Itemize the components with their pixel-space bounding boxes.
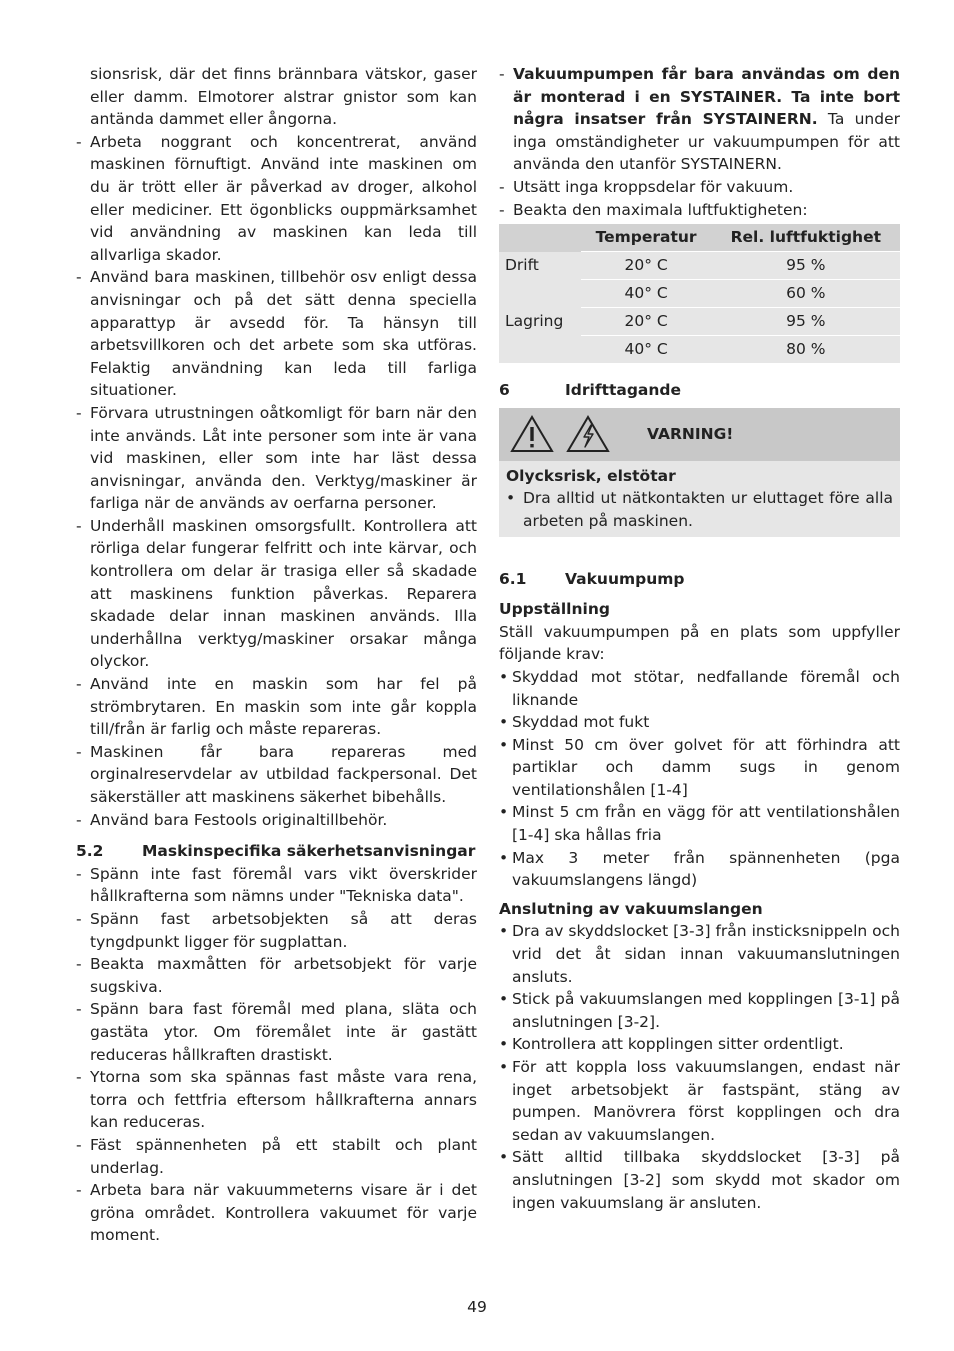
table-row — [499, 252, 900, 280]
table-cell: 40° C — [581, 280, 712, 308]
warning-title: VARNING! — [647, 424, 734, 443]
list-item: - Spänn bara fast föremål med plana, släta och gastäta ytor. Om föremålet inte är gastätt reduceras hållkraften drastiskt. — [76, 998, 477, 1066]
list-item: - Maskinen får bara repareras med orginalreservdelar av utbildad fackpersonal. Det säkerställer att maskinens säkerhet bibehålls. — [76, 741, 477, 809]
table-cell: 40° C — [581, 336, 712, 364]
table-cell: Drift — [505, 256, 539, 275]
warning-triangle-icon — [509, 414, 555, 454]
list-item: - Utsätt inga kroppsdelar för vakuum. — [499, 176, 900, 199]
right-column — [499, 63, 900, 1214]
list-item: - Fäst spännenheten på ett stabilt och plant underlag. — [76, 1134, 477, 1179]
paragraph: sionsrisk, där det finns brännbara vätskor, gaser eller damm. Elmotorer alstrar gnistor som kan antända dammet eller ångorna. — [90, 65, 477, 129]
list-item: • Skyddad mot stötar, nedfallande föremål och liknande — [499, 666, 900, 711]
list-item: • Sätt alltid tillbaka skyddslocket [3-3] på anslutningen [3-2] som skydd mot skador om ingen vakuumslang är ansluten. — [499, 1146, 900, 1214]
section-number: 6.1 — [499, 569, 527, 588]
table-header: Rel. luftfuktighet — [712, 224, 900, 252]
section-title: Idrifttagande — [565, 381, 682, 400]
list-item: • Minst 5 cm från en vägg för att ventilationshålen [1-4] ska hållas fria — [499, 801, 900, 846]
list-item: - Beakta den maximala luftfuktigheten: — [499, 199, 900, 222]
table-cell — [499, 336, 581, 364]
list-item: - Spänn fast arbetsobjekten så att deras tyngdpunkt ligger för sugplattan. — [76, 908, 477, 953]
humidity-table — [499, 224, 900, 363]
table-row — [499, 308, 900, 336]
section-number: 6 — [499, 381, 510, 400]
table-cell: 80 % — [712, 336, 900, 364]
warning-header — [499, 408, 900, 461]
warning-body — [499, 461, 900, 537]
subheading-hose: Anslutning av vakuumslangen — [499, 899, 763, 918]
table-cell: 95 % — [712, 308, 900, 336]
list-item: • Max 3 meter från spännenheten (pga vakuumslangens längd) — [499, 847, 900, 892]
table-cell: 95 % — [712, 252, 900, 280]
list-item: • Kontrollera att kopplingen sitter ordentligt. — [499, 1033, 900, 1056]
section-heading-6 — [499, 379, 900, 402]
text: Ta under inga omständigheter ur vakuumpumpen för att använda den utanför SYSTAINERN. — [513, 110, 900, 174]
table-cell: 60 % — [712, 280, 900, 308]
list-item: • Skyddad mot fukt — [499, 711, 900, 734]
list-item: • För att koppla loss vakuumslangen, endast när inget arbetsobjekt är fastspänt, stäng av pumpen. Manövrera först kopplingen och dra sedan av vakuumslangen. — [499, 1056, 900, 1146]
table-cell: 20° C — [581, 308, 712, 336]
list-item: - Använd bara Festools originaltillbehör. — [76, 809, 477, 832]
list-item: • Dra alltid ut nätkontakten ur eluttaget före alla arbeten på maskinen. — [506, 487, 893, 532]
section-number: 5.2 — [76, 842, 104, 861]
warning-box — [499, 408, 900, 537]
bold-text: Vakuumpumpen får bara användas om den är monterad i en SYSTAINER. Ta inte bort några insatser från SYSTAINERN. — [513, 65, 900, 129]
left-column — [76, 63, 477, 1247]
list-item: - Ytorna som ska spännas fast måste vara rena, torra och fettfria eftersom hållkrafterna annars kan reduceras. — [76, 1066, 477, 1134]
section-title: Vakuumpump — [565, 569, 685, 588]
list-item: - Beakta maxmåtten för arbetsobjekt för varje sugskiva. — [76, 953, 477, 998]
table-cell: Lagring — [505, 312, 564, 331]
electric-shock-icon — [565, 414, 611, 454]
table-header: Temperatur — [581, 224, 712, 252]
section-heading-5-2 — [76, 840, 477, 863]
list-item: - Arbeta bara när vakuummeterns visare är i det gröna området. Kontrollera vakuumet för varje moment. — [76, 1179, 477, 1247]
list-item: • Dra av skyddslocket [3-3] från insticksnippeln och vrid det åt sidan innan vakuumanslutningen ansluts. — [499, 920, 900, 988]
table-header — [499, 224, 581, 252]
paragraph: Ställ vakuumpumpen på en plats som uppfyller följande krav: — [499, 622, 900, 664]
list-item: - Underhåll maskinen omsorgsfullt. Kontrollera att rörliga delar fungerar felfritt och inte kärvar, och kontrollera om delar är trasiga eller så skadade att maskinens funktion påverkas. Reparera skadade delar innan maskinen används. Illa underhållna verktyg/maskiner orsakar många olyckor. — [76, 515, 477, 673]
list-item: • Minst 50 cm över golvet för att förhindra att partiklar och damm sugs in genom ventilationshålen [1-4] — [499, 734, 900, 802]
list-item: - Använd inte en maskin som har fel på strömbrytaren. En maskin som inte går koppla till/från är farlig och måste repareras. — [76, 673, 477, 741]
section-heading-6-1 — [499, 568, 900, 591]
page-number: 49 — [467, 1298, 487, 1316]
list-item: - Arbeta noggrant och koncentrerat, använd maskinen förnuftigt. Använd inte maskinen om du är trött eller är påverkad av droger, alkohol eller mediciner. Ett ögonblicks ouppmärksamhet vid användning av maskinen kan leda till allvarliga skador. — [76, 131, 477, 267]
list-item: - Spänn inte fast föremål vars vikt överskrider hållkrafterna som nämns under "Tekniska data". — [76, 863, 477, 908]
section-title: Maskinspecifika säkerhetsanvisningar — [142, 842, 476, 861]
warning-subtitle: Olycksrisk, elstötar — [506, 466, 676, 485]
list-item — [499, 63, 900, 176]
table-cell — [499, 280, 581, 308]
table-row — [499, 280, 900, 308]
table-row — [499, 336, 900, 364]
list-item: • Stick på vakuumslangen med kopplingen [3-1] på anslutningen [3-2]. — [499, 988, 900, 1033]
table-cell: 20° C — [581, 252, 712, 280]
subheading-setup: Uppställning — [499, 600, 610, 619]
list-item: - Förvara utrustningen oåtkomligt för barn när den inte används. Låt inte personer som inte är vana vid maskinen, eller som inte har läst dessa anvisningar, använda den. Verktyg/maskiner är farliga när de används av oerfarna personer. — [76, 402, 477, 515]
table-header-row — [499, 224, 900, 252]
list-item: - Använd bara maskinen, tillbehör osv enligt dessa anvisningar och på det sätt denna speciella apparattyp är avsedd för. Ta hänsyn till arbetsvillkoren och det arbete som ska utföras. Felaktig användning kan leda till farliga situationer. — [76, 266, 477, 402]
